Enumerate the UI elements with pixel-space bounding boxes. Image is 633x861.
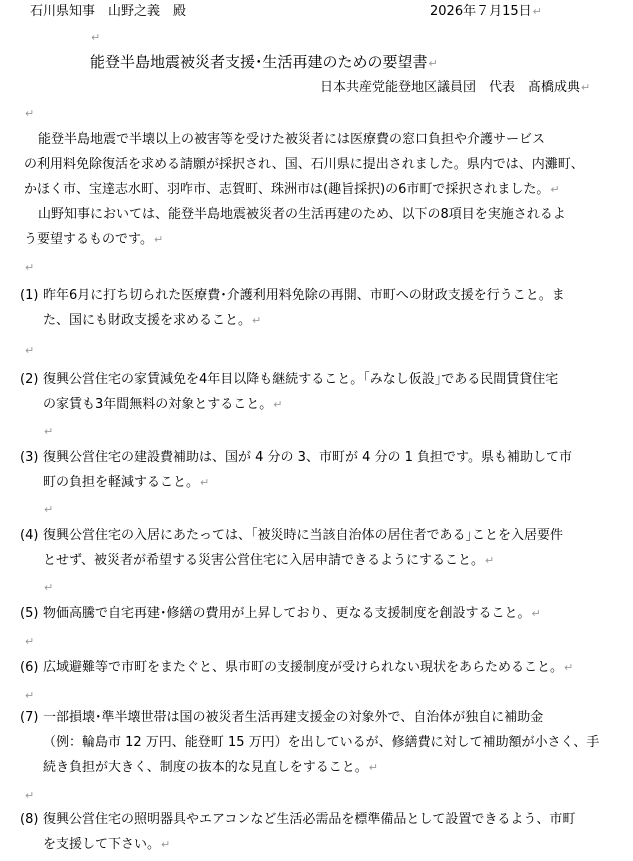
- list-item: 復興公営住宅の照明器具やエアコンなど生活必需品を標準備品として設置できるよう、市町: [43, 812, 576, 827]
- list-item: 町の負担を軽減すること。↵: [43, 475, 210, 490]
- intro-line: 山野知事においては、能登半島地震被災者の生活再建のため、以下の8項目を実施されるよ: [38, 207, 566, 222]
- addressee: 石川県知事 山野之義 殿: [30, 4, 187, 19]
- list-item: 復興公営住宅の入居にあたっては、｢被災時に当該自治体の居住者である｣ことを入居要件: [43, 528, 564, 543]
- empty-paragraph: ↵: [25, 344, 35, 357]
- list-item: の家賃も3年間無料の対象とすること。↵: [43, 397, 283, 412]
- empty-paragraph: ↵: [25, 261, 35, 274]
- list-item: 続き負担が大きく、制度の抜本的な見直しをすること。↵: [43, 760, 378, 775]
- list-item-number: (2): [20, 372, 39, 387]
- intro-line: 能登半島地震で半壊以上の被害等を受けた被災者には医療費の窓口負担や介護サービス: [38, 132, 546, 147]
- paragraph-mark: ↵: [532, 5, 542, 18]
- list-item-number: (3): [20, 450, 39, 465]
- list-item: （例：輪島市 12 万円、能登町 15 万円）を出しているが、修繕費に対して補助額が小さく、手: [43, 735, 600, 750]
- empty-paragraph: ↵: [25, 789, 35, 802]
- list-item: 復興公営住宅の家賃減免を4年目以降も継続すること。｢みなし仮設｣である民間賃貸住宅: [43, 372, 559, 387]
- empty-paragraph: ↵: [25, 635, 35, 648]
- intro-line: かほく市、宝達志水町、羽咋市、志賀町、珠洲市は(趣旨採択)の6市町で採択されました。↵: [24, 182, 560, 197]
- list-item: を支援して下さい。↵: [43, 837, 171, 852]
- intro-line: う要望するものです。↵: [24, 232, 164, 247]
- list-item: た、国にも財政支援を求めること。↵: [43, 313, 262, 328]
- date: 2026年７月15日↵: [430, 4, 542, 19]
- empty-paragraph: ↵: [44, 503, 54, 516]
- list-item: 復興公営住宅の建設費補助は、国が 4 分の 3、市町が 4 分の 1 負担です。県も補助して市: [43, 450, 572, 465]
- empty-paragraph: ↵: [25, 107, 35, 120]
- empty-paragraph: ↵: [44, 425, 54, 438]
- empty-paragraph: ↵: [25, 689, 35, 702]
- list-item: 昨年6月に打ち切られた医療費･介護利用料免除の再開、市町への財政支援を行うこと。ま: [43, 288, 565, 303]
- list-item-number: (4): [20, 528, 39, 543]
- empty-paragraph: ↵: [91, 31, 101, 44]
- empty-paragraph: ↵: [44, 581, 54, 594]
- list-item: 広域避難等で市町をまたぐと、県市町の支援制度が受けられない現状をあらためること。↵: [43, 660, 574, 675]
- list-item: 物価高騰で自宅再建･修繕の費用が上昇しており、更なる支援制度を創設すること。↵: [43, 606, 541, 621]
- list-item-number: (7): [20, 710, 39, 725]
- intro-line: の利用料免除復活を求める請願が採択され、国、石川県に提出されました。県内では、内灘町、: [24, 157, 584, 172]
- document-title: 能登半島地震被災者支援･生活再建のための要望書↵: [90, 53, 438, 71]
- list-item-number: (6): [20, 660, 39, 675]
- list-item: とせず、被災者が希望する災害公営住宅に入居申請できるようにすること。↵: [43, 553, 495, 568]
- list-item-number: (5): [20, 606, 39, 621]
- list-item-number: (8): [20, 812, 39, 827]
- list-item: 一部損壊･準半壊世帯は国の被災者生活再建支援金の対象外で、自治体が独自に補助金: [43, 710, 544, 725]
- list-item-number: (1): [20, 288, 39, 303]
- author: 日本共産党能登地区議員団 代表 髙橋成典↵: [320, 80, 591, 95]
